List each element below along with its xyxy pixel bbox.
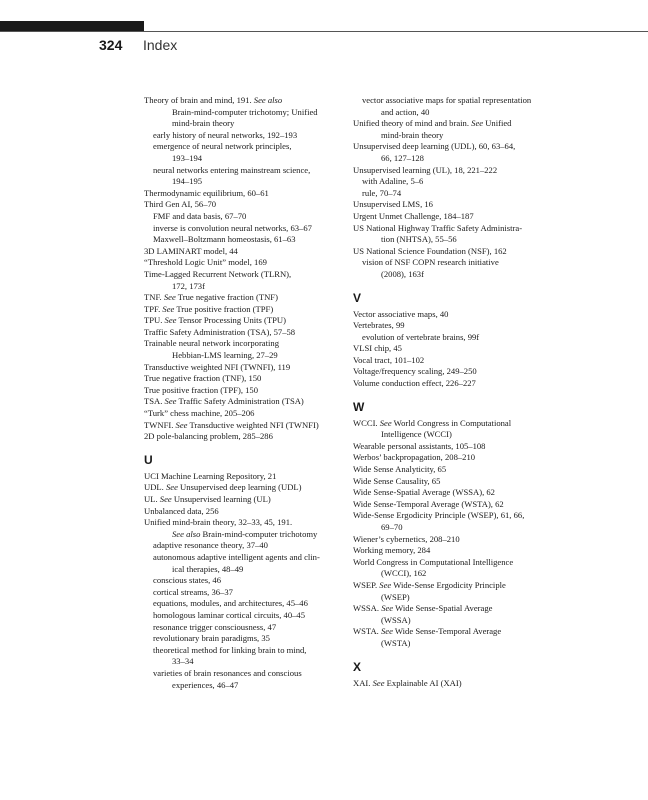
index-subentry: neural networks entering mainstream science, bbox=[153, 164, 311, 175]
page-number: 324 bbox=[99, 37, 123, 53]
index-subentry: rule, 70–74 bbox=[362, 187, 402, 198]
index-subentry: 193–194 bbox=[172, 152, 203, 163]
index-subentry: 172, 173f bbox=[172, 280, 205, 291]
index-subentry: inverse is convolution neural networks, 63–67 bbox=[153, 222, 312, 233]
index-subentry: Intelligence (WCCI) bbox=[381, 429, 452, 440]
header-rule bbox=[0, 31, 648, 32]
section-letter-w: W bbox=[353, 399, 365, 414]
index-subentry: vision of NSF COPN research initiative bbox=[362, 257, 499, 268]
index-entry: Wide Sense-Spatial Average (WSSA), 62 bbox=[353, 487, 495, 498]
index-subentry: evolution of vertebrate brains, 99f bbox=[362, 331, 480, 342]
index-entry: Time-Lagged Recurrent Network (TLRN), bbox=[144, 268, 292, 279]
index-subentry: (2008), 163f bbox=[381, 268, 424, 279]
index-subentry: vector associative maps for spatial representation bbox=[362, 95, 532, 105]
index-entry: Thermodynamic equilibrium, 60–61 bbox=[144, 187, 269, 198]
index-entry: World Congress in Computational Intelligence bbox=[353, 556, 514, 567]
index-column-left bbox=[144, 95, 344, 691]
index-entry: “Threshold Logic Unit” model, 169 bbox=[144, 257, 267, 268]
index-subentry: Maxwell–Boltzmann homeostasis, 61–63 bbox=[153, 234, 296, 245]
index-entry: Wide-Sense Ergodicity Principle (WSEP), 61, 66, bbox=[353, 510, 525, 521]
index-subentry: and action, 40 bbox=[381, 106, 430, 117]
index-entry: US National Highway Traffic Safety Administra- bbox=[353, 222, 523, 233]
index-subentry: with Adaline, 5–6 bbox=[362, 176, 424, 187]
index-entry: Transductive weighted NFI (TWNFI), 119 bbox=[144, 361, 291, 372]
index-subentry: (WSEP) bbox=[381, 591, 410, 602]
index-entry: UCI Machine Learning Repository, 21 bbox=[144, 470, 277, 481]
index-entry: XAI. See Explainable AI (XAI) bbox=[353, 677, 462, 688]
index-entry: TWNFI. See Transductive weighted NFI (TWNFI) bbox=[144, 419, 319, 430]
index-entry: TPF. See True positive fraction (TPF) bbox=[144, 303, 274, 314]
index-entry: TPU. See Tensor Processing Units (TPU) bbox=[144, 315, 287, 326]
section-letter-v: V bbox=[353, 290, 362, 305]
index-entry: True negative fraction (TNF), 150 bbox=[144, 373, 262, 384]
index-subentry: emergence of neural network principles, bbox=[153, 141, 292, 152]
index-entry: Theory of brain and mind, 191. See also bbox=[144, 95, 283, 105]
index-subentry: 66, 127–128 bbox=[381, 152, 424, 163]
index-entry: True positive fraction (TPF), 150 bbox=[144, 384, 259, 395]
index-subentry: resonance trigger consciousness, 47 bbox=[153, 621, 277, 632]
index-entry: US National Science Foundation (NSF), 162 bbox=[353, 245, 507, 256]
index-subentry: conscious states, 46 bbox=[153, 575, 222, 586]
index-entry: Wide Sense-Temporal Average (WSTA), 62 bbox=[353, 498, 504, 509]
index-subentry: homologous laminar cortical circuits, 40–45 bbox=[153, 609, 306, 620]
index-entry: WCCI. See World Congress in Computational bbox=[353, 417, 512, 428]
index-entry: Traffic Safety Administration (TSA), 57–58 bbox=[144, 326, 296, 337]
index-entry: Volume conduction effect, 226–227 bbox=[353, 378, 476, 389]
index-subentry: (WSSA) bbox=[381, 614, 411, 625]
index-entry: TNF. See True negative fraction (TNF) bbox=[144, 292, 278, 303]
index-entry: Unsupervised deep learning (UDL), 60, 63–64, bbox=[353, 141, 516, 152]
index-subentry: See also Brain-mind-computer trichotomy bbox=[172, 528, 318, 539]
index-subentry: cortical streams, 36–37 bbox=[153, 586, 233, 597]
index-entry: UDL. See Unsupervised deep learning (UDL) bbox=[144, 482, 302, 493]
index-subentry: 69–70 bbox=[381, 522, 403, 532]
index-entry: Vocal tract, 101–102 bbox=[353, 354, 425, 365]
index-entry: Third Gen AI, 56–70 bbox=[144, 199, 217, 210]
index-subentry: FMF and data basis, 67–70 bbox=[153, 210, 247, 221]
index-entry: Wearable personal assistants, 105–108 bbox=[353, 440, 486, 451]
index-column-right bbox=[353, 95, 553, 689]
index-subentry: 33–34 bbox=[172, 656, 194, 667]
index-entry: Trainable neural network incorporating bbox=[144, 338, 279, 349]
index-subentry: varieties of brain resonances and conscious bbox=[153, 667, 302, 678]
index-entry: Working memory, 284 bbox=[353, 545, 431, 556]
index-entry: Werbos’ backpropagation, 208–210 bbox=[353, 452, 476, 463]
index-entry: Voltage/frequency scaling, 249–250 bbox=[353, 366, 477, 377]
index-entry: “Turk” chess machine, 205–206 bbox=[144, 408, 255, 419]
section-letter-u: U bbox=[144, 452, 153, 467]
index-entry: UL. See Unsupervised learning (UL) bbox=[144, 494, 271, 504]
index-entry: WSSA. See Wide Sense-Spatial Average bbox=[353, 603, 493, 614]
index-entry: 3D LAMINART model, 44 bbox=[144, 245, 238, 256]
index-entry: Unified theory of mind and brain. See Unified bbox=[353, 118, 512, 129]
index-entry: Unsupervised learning (UL), 18, 221–222 bbox=[353, 164, 498, 175]
index-subentry: mind-brain theory bbox=[381, 129, 444, 140]
index-subentry: autonomous adaptive intelligent agents and clin- bbox=[153, 551, 320, 562]
index-subentry: (WCCI), 162 bbox=[381, 568, 427, 579]
section-letter-x: X bbox=[353, 659, 362, 674]
index-entry: Vertebrates, 99 bbox=[353, 320, 405, 331]
index-subentry: (WSTA) bbox=[381, 637, 411, 648]
index-entry: Wide Sense Causality, 65 bbox=[353, 475, 441, 486]
index-subentry: tion (NHTSA), 55–56 bbox=[381, 234, 457, 245]
running-head: Index bbox=[143, 37, 178, 53]
index-subentry: theoretical method for linking brain to mind, bbox=[153, 644, 307, 655]
index-entry: WSEP. See Wide-Sense Ergodicity Principle bbox=[353, 579, 506, 590]
index-subentry: ical therapies, 48–49 bbox=[172, 563, 244, 574]
index-subentry: revolutionary brain paradigms, 35 bbox=[153, 633, 270, 644]
index-entry: Wide Sense Analyticity, 65 bbox=[353, 464, 447, 475]
index-subentry: mind-brain theory bbox=[172, 118, 235, 129]
index-subentry: experiences, 46–47 bbox=[172, 679, 239, 690]
index-entry: Unsupervised LMS, 16 bbox=[353, 199, 433, 210]
index-entry: Unbalanced data, 256 bbox=[144, 505, 219, 516]
index-subentry: equations, modules, and architectures, 45–46 bbox=[153, 598, 308, 609]
index-entry: Vector associative maps, 40 bbox=[353, 308, 449, 319]
index-entry: Unified mind-brain theory, 32–33, 45, 191. bbox=[144, 517, 293, 528]
index-entry: Urgent Unmet Challenge, 184–187 bbox=[353, 210, 474, 221]
index-subentry: Hebbian-LMS learning, 27–29 bbox=[172, 350, 278, 361]
index-entry: Wiener’s cybernetics, 208–210 bbox=[353, 533, 460, 544]
index-entry: TSA. See Traffic Safety Administration (TSA) bbox=[144, 396, 304, 407]
index-entry: 2D pole-balancing problem, 285–286 bbox=[144, 431, 273, 442]
index-subentry: early history of neural networks, 192–193 bbox=[153, 129, 298, 140]
index-entry: VLSI chip, 45 bbox=[353, 343, 402, 354]
index-subentry: 194–195 bbox=[172, 176, 203, 187]
index-subentry: adaptive resonance theory, 37–40 bbox=[153, 540, 268, 551]
index-subentry: Brain-mind-computer trichotomy; Unified bbox=[172, 106, 318, 117]
index-entry: WSTA. See Wide Sense-Temporal Average bbox=[353, 626, 502, 637]
